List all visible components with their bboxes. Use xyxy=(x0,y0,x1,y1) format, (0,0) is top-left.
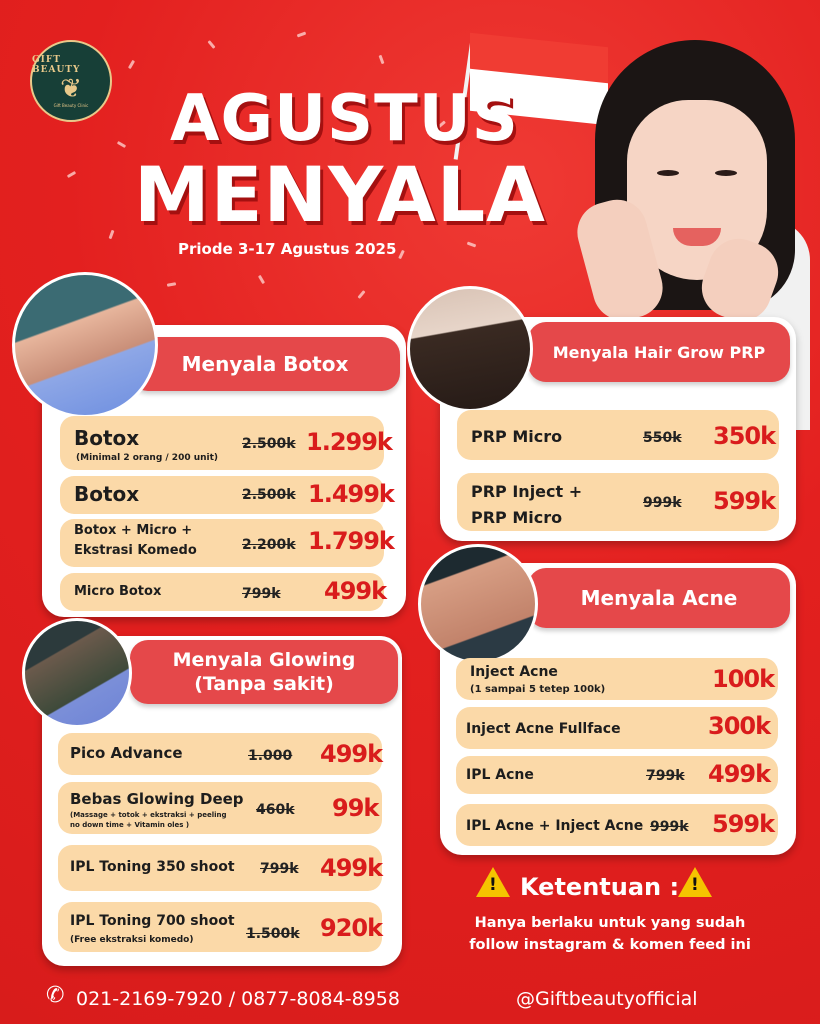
promo-period: Priode 3-17 Agustus 2025 xyxy=(178,240,397,258)
promo-price: 1.799k xyxy=(308,527,394,555)
acne-row-3 xyxy=(456,756,778,794)
old-price: 799k xyxy=(646,768,685,784)
acne-photo xyxy=(418,544,538,664)
old-price: 799k xyxy=(242,586,281,602)
headline-line2: MENYALA xyxy=(134,150,546,239)
item-note-line2: no down time + Vitamin oles ) xyxy=(70,821,190,829)
acne-row-1 xyxy=(456,658,778,700)
old-price: 999k xyxy=(650,819,689,835)
item-name: IPL Toning 350 shoot xyxy=(70,859,235,875)
item-note: (1 sampai 5 tetep 100k) xyxy=(470,684,606,695)
promo-price: 1.499k xyxy=(308,480,394,508)
warning-icon: ! xyxy=(476,867,510,897)
item-name: PRP Inject + xyxy=(471,482,583,501)
terms-text xyxy=(440,912,780,956)
headline-line1: AGUSTUS xyxy=(170,82,519,156)
botox-row-3 xyxy=(60,519,394,567)
item-name-line2: PRP Micro xyxy=(471,508,563,527)
old-price: 2.500k xyxy=(242,436,296,452)
promo-price: 599k xyxy=(713,487,776,515)
acne-row-4 xyxy=(456,804,778,846)
hair-photo xyxy=(407,286,533,412)
item-name: Botox + Micro + xyxy=(74,523,193,538)
old-price: 460k xyxy=(256,802,295,818)
item-name: Botox xyxy=(74,482,140,506)
botox-row-1 xyxy=(60,416,392,470)
old-price: 2.500k xyxy=(242,487,296,503)
item-note: (Minimal 2 orang / 200 unit) xyxy=(76,453,219,463)
hair-row-2 xyxy=(457,473,779,531)
old-price: 999k xyxy=(643,495,682,511)
terms-line1: Hanya berlaku untuk yang sudah xyxy=(474,915,746,931)
item-name: IPL Acne + Inject Acne xyxy=(466,818,644,834)
promo-price: 350k xyxy=(713,422,776,450)
item-name: Micro Botox xyxy=(74,584,162,599)
glowing-subtitle: (Tanpa sakit) xyxy=(194,673,334,695)
acne-title: Menyala Acne xyxy=(580,586,738,610)
glowing-row-1 xyxy=(58,733,382,775)
promo-price: 499k xyxy=(708,760,771,788)
promo-price: 499k xyxy=(320,740,383,768)
promo-price: 920k xyxy=(320,914,383,942)
item-name: PRP Micro xyxy=(471,427,563,446)
brand-logo xyxy=(30,40,112,122)
acne-banner xyxy=(528,568,790,628)
glowing-row-2 xyxy=(58,782,382,834)
leaf-icon: ❦ xyxy=(60,73,82,104)
item-name: Inject Acne xyxy=(470,664,558,680)
old-price: 550k xyxy=(643,430,682,446)
footer-instagram[interactable]: @Giftbeautyofficial xyxy=(516,988,698,1010)
logo-subtitle: Gift Beauty Clinic xyxy=(53,102,89,108)
botox-row-4 xyxy=(60,573,387,611)
item-name: IPL Acne xyxy=(466,767,534,783)
acne-row-2 xyxy=(456,707,778,749)
item-name-line2: Ekstrasi Komedo xyxy=(74,543,197,558)
botox-row-2 xyxy=(60,476,394,514)
hair-banner xyxy=(528,322,790,382)
promo-price: 300k xyxy=(708,712,771,740)
item-name: Botox xyxy=(74,426,140,450)
warning-icon: ! xyxy=(678,867,712,897)
glowing-row-4 xyxy=(58,902,382,952)
old-price: 799k xyxy=(260,861,299,877)
glowing-title: Menyala Glowing xyxy=(172,649,356,671)
phone-icon: ✆ xyxy=(46,983,65,1008)
promo-price: 499k xyxy=(320,854,383,882)
item-note: (Massage + totok + ekstraksi + peeling xyxy=(70,811,227,819)
botox-title: Menyala Botox xyxy=(181,352,349,376)
item-name: Pico Advance xyxy=(70,744,183,762)
glowing-photo xyxy=(22,618,132,728)
promo-price: 100k xyxy=(712,665,775,693)
item-name: Bebas Glowing Deep xyxy=(70,790,244,808)
promo-price: 599k xyxy=(712,810,775,838)
hair-row-1 xyxy=(457,410,779,460)
glowing-row-3 xyxy=(58,845,382,891)
item-name: Inject Acne Fullface xyxy=(466,721,621,737)
footer-phone[interactable]: 021-2169-7920 / 0877-8084-8958 xyxy=(76,988,400,1010)
promo-price: 499k xyxy=(324,577,387,605)
item-note: (Free ekstraksi komedo) xyxy=(70,935,194,945)
botox-photo xyxy=(12,272,158,418)
hair-title: Menyala Hair Grow PRP xyxy=(552,342,766,362)
old-price: 1.500k xyxy=(246,926,300,942)
botox-banner xyxy=(130,337,400,391)
old-price: 1.000 xyxy=(248,748,293,764)
promo-price: 1.299k xyxy=(306,428,392,456)
terms-title: Ketentuan : xyxy=(520,873,680,901)
old-price: 2.200k xyxy=(242,537,296,553)
logo-text: GIFT BEAUTY xyxy=(32,54,81,75)
terms-line2: follow instagram & komen feed ini xyxy=(469,937,751,953)
glowing-banner xyxy=(130,640,398,704)
promo-price: 99k xyxy=(332,794,379,822)
item-name: IPL Toning 700 shoot xyxy=(70,913,235,929)
